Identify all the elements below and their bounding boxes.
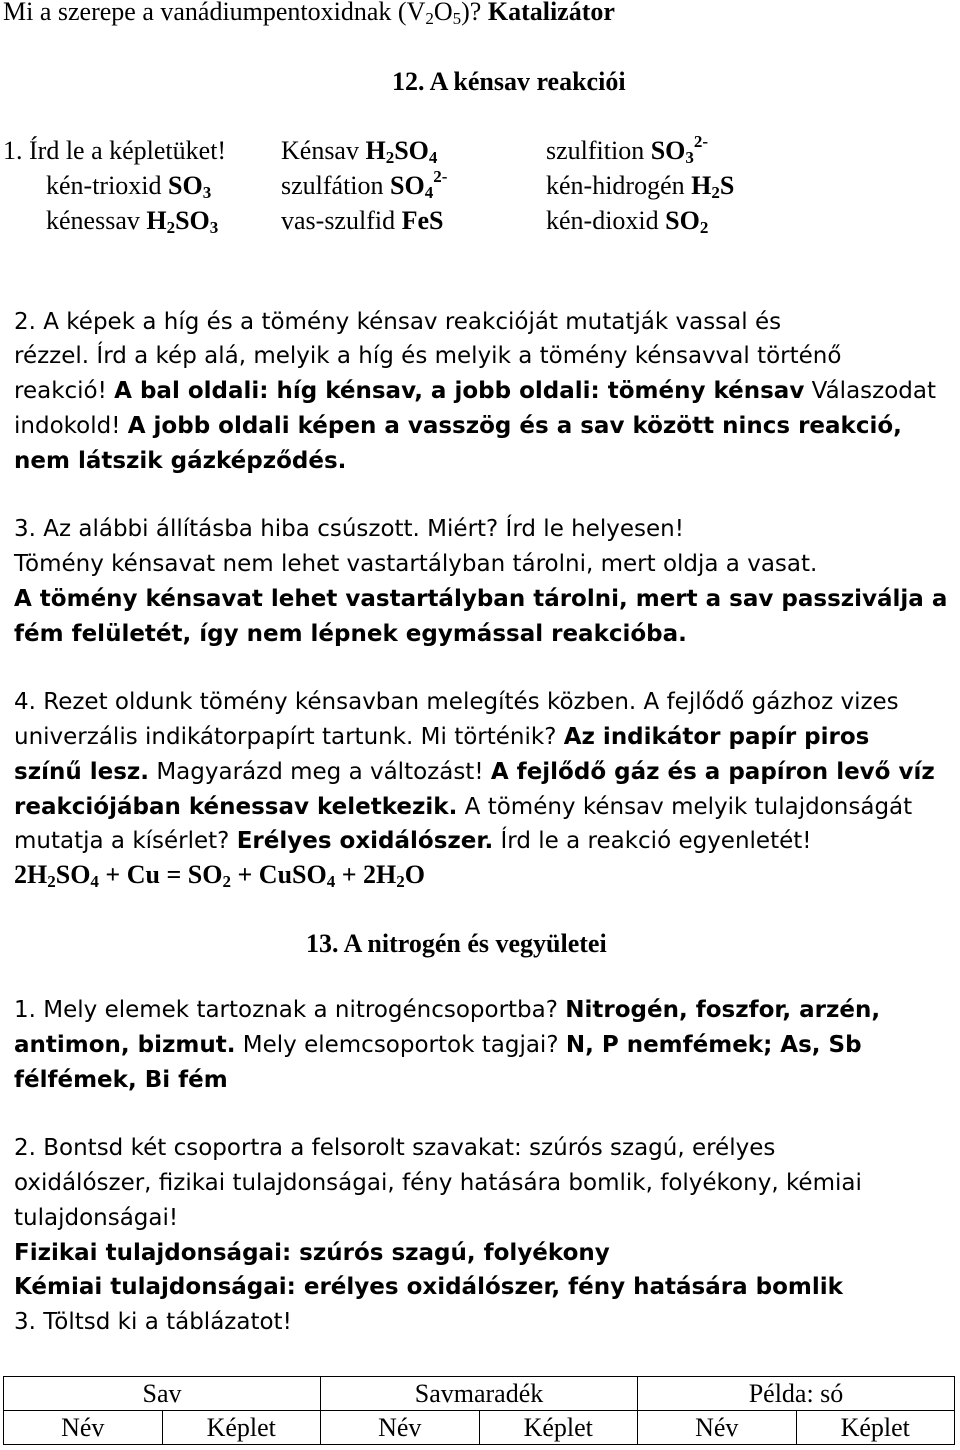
n2-line5: Kémiai tulajdonságai: erélyes oxidálószer, fény hatására bomlik (14, 1274, 843, 1300)
formula-kenhidrogen: kén-hidrogén $H_2S$ (546, 171, 735, 202)
q2-line4: indokold! A jobb oldali képen a vasszög és a sav között nincs reakció, (14, 413, 902, 439)
q2-line5: nem látszik gázképződés. (14, 448, 347, 474)
section-13-title: 13. A nitrogén és vegyületei (306, 929, 607, 958)
formula-kentrioxid: kén-trioxid $SO_3$ (46, 171, 212, 202)
formula-vasszulfid: vas-szulfid FeS (281, 206, 444, 235)
q4-line5: mutatja a kísérlet? Erélyes oxidálószer. Írd le a reakció egyenletét! (14, 828, 812, 854)
q2-line1: 2. A képek a híg és a tömény kénsav reakcióját mutatják vassal és (14, 309, 782, 335)
q3-line3: A tömény kénsavat lehet vastartályban tárolni, mert a sav passziválja a (14, 586, 948, 612)
q3-line2: Tömény kénsavat nem lehet vastartályban tárolni, mert oldja a vasat. (14, 551, 818, 577)
formula-szulfation: szulfátion $SO_4^{2-}$ (281, 167, 448, 202)
table-header-row (4, 1377, 955, 1411)
subheader-cell: Képlet (479, 1411, 638, 1445)
formula-kenessav: kénessav $H_2SO_3$ (46, 206, 219, 237)
subheader-cell: Név (638, 1411, 797, 1445)
header-savmaradek: Savmaradék (321, 1377, 638, 1411)
subheader-cell: Képlet (796, 1411, 955, 1445)
answer-katalizator: Katalizátor (487, 0, 615, 26)
formula-kensav: Kénsav $H_2SO_4$ (281, 136, 438, 167)
n1-line2: antimon, bizmut. Mely elemcsoportok tagjai? N, P nemfémek; As, Sb (14, 1032, 862, 1058)
reaction-equation: $2H_2SO_4 + Cu = SO_2$ + CuSO$_4$ + $2H_2O$ (14, 860, 426, 891)
n2-line2: oxidálószer, fizikai tulajdonságai, fény hatására bomlik, folyékony, kémiai (14, 1170, 862, 1196)
formula-szulfition: szulfition $SO_3^{2-}$ (546, 132, 709, 167)
header-pelda-so: Példa: só (638, 1377, 955, 1411)
n2-line4: Fizikai tulajdonságai: szúrós szagú, folyékony (14, 1240, 610, 1266)
q4-line2: univerzális indikátorpapírt tartunk. Mi történik? Az indikátor papír piros (14, 724, 870, 750)
subheader-cell: Név (4, 1411, 163, 1445)
table-subheader-row (4, 1411, 955, 1445)
header-sav: Sav (4, 1377, 321, 1411)
q2-line3: reakció! A bal oldali: híg kénsav, a jobb oldali: tömény kénsav Válaszodat (14, 378, 937, 404)
subheader-cell: Képlet (162, 1411, 321, 1445)
n2-line3: tulajdonságai! (14, 1205, 179, 1231)
q3-line1: 3. Az alábbi állításba hiba csúszott. Miért? Írd le helyesen! (14, 516, 684, 542)
formulas-intro: 1. Írd le a képletüket! (3, 136, 227, 165)
n3-line1: 3. Töltsd ki a táblázatot! (14, 1309, 292, 1335)
q4-line1: 4. Rezet oldunk tömény kénsavban melegítés közben. A fejlődő gázhoz vizes (14, 689, 899, 715)
section-12-title: 12. A kénsav reakciói (392, 67, 626, 96)
formula-kendioxid: kén-dioxid $SO_2$ (546, 206, 709, 237)
q4-line3: színű lesz. Magyarázd meg a változást! A fejlődő gáz és a papíron levő víz (14, 759, 935, 785)
n2-line1: 2. Bontsd két csoportra a felsorolt szavakat: szúrós szagú, erélyes (14, 1135, 776, 1161)
n1-line1: 1. Mely elemek tartoznak a nitrogéncsoportba? Nitrogén, foszfor, arzén, (14, 997, 881, 1023)
q3-line4: fém felületét, így nem lépnek egymással reakcióba. (14, 621, 687, 647)
q2-line2: rézzel. Írd a kép alá, melyik a híg és melyik a tömény kénsavval történő (14, 343, 842, 369)
n1-line3: félfémek, Bi fém (14, 1067, 228, 1093)
subheader-cell: Név (321, 1411, 480, 1445)
q4-line4: reakciójában kénessav keletkezik. A tömény kénsav melyik tulajdonságát (14, 794, 913, 820)
question-v2o5: Mi a szerepe a vanádiumpentoxidnak $(V_2O_5)$? Katalizátor (3, 0, 615, 27)
acid-salt-table (3, 1376, 955, 1445)
